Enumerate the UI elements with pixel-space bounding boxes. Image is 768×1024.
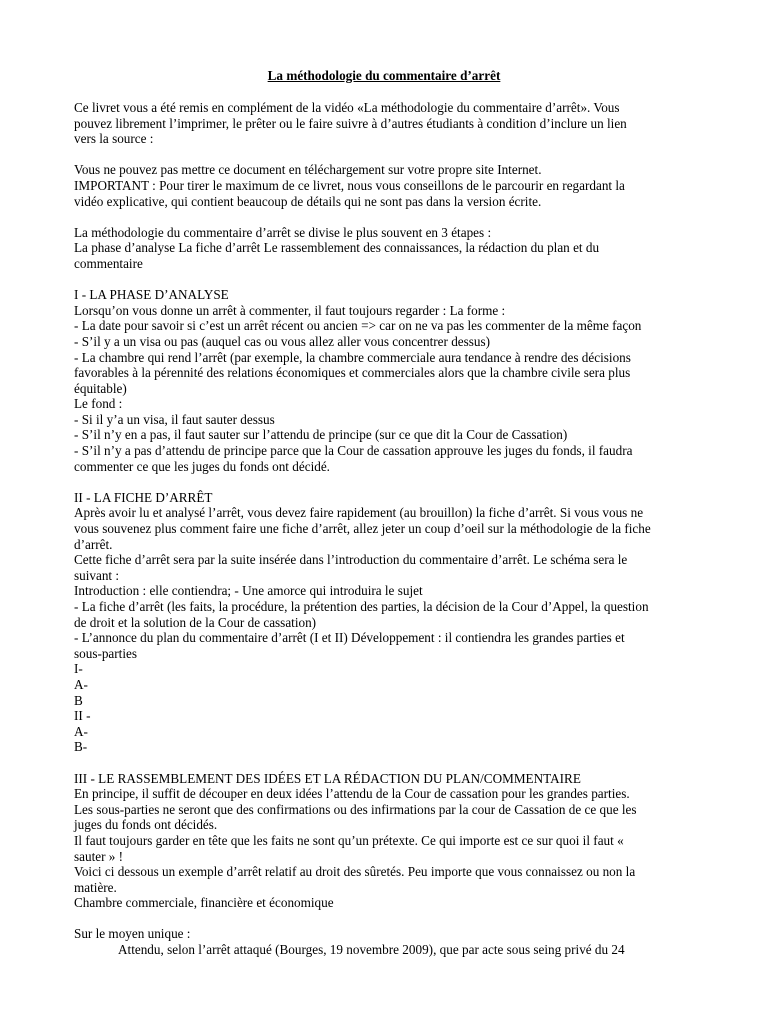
moyen-label: Sur le moyen unique : xyxy=(74,926,191,942)
text-line: - L’annonce du plan du commentaire d’arrêt (I et II) Développement : il contiendra les grandes parties et xyxy=(74,630,625,646)
section-rassemblement xyxy=(74,771,698,911)
text-line: Voici ci dessous un exemple d’arrêt relatif au droit des sûretés. Peu importe que vous connaissez ou non la xyxy=(74,864,636,880)
section-heading: III - LE RASSEMBLEMENT DES IDÉES ET LA RÉDACTION DU PLAN/COMMENTAIRE xyxy=(74,770,581,786)
text-line: Les sous-parties ne seront que des confirmations ou des infirmations par la cour de Cassation de ce que les xyxy=(74,801,637,817)
text-line: Cette fiche d’arrêt sera par la suite insérée dans l’introduction du commentaire d’arrêt. Le schéma sera le xyxy=(74,552,628,568)
attendu-line: Attendu, selon l’arrêt attaqué (Bourges, 19 novembre 2009), que par acte sous seing privé du 24 xyxy=(118,942,625,958)
text-line: Introduction : elle contiendra; - Une amorce qui introduira le sujet xyxy=(74,583,423,599)
intro-paragraph-1 xyxy=(74,100,698,147)
page-title: La méthodologie du commentaire d’arrêt xyxy=(267,68,501,83)
text-line: sauter » ! xyxy=(74,848,124,864)
text-line: - La chambre qui rend l’arrêt (par exemple, la chambre commerciale aura tendance à rendre des décisions xyxy=(74,349,631,365)
text-line: Lorsqu’on vous donne un arrêt à commenter, il faut toujours regarder : La forme : xyxy=(74,302,506,318)
outline-item: I- xyxy=(74,661,83,677)
text-line: La méthodologie du commentaire d’arrêt se divise le plus souvent en 3 étapes : xyxy=(74,224,492,240)
text-line: commentaire xyxy=(74,255,143,271)
document-body xyxy=(74,100,698,958)
text-line: - La date pour savoir si c’est un arrêt récent ou ancien => car on ne va pas les commenter de la même façon xyxy=(74,318,642,334)
text-line: IMPORTANT : Pour tirer le maximum de ce livret, nous vous conseillons de le parcourir en regardant la xyxy=(74,177,625,193)
text-line: juges du fonds ont décidés. xyxy=(74,817,218,833)
text-line: Le fond : xyxy=(74,396,123,412)
section-heading: II - LA FICHE D’ARRÊT xyxy=(74,489,213,505)
text-line: d’arrêt. xyxy=(74,536,113,552)
outline-item: A- xyxy=(74,723,88,739)
outline-item: B xyxy=(74,692,83,708)
text-line: sous-parties xyxy=(74,645,137,661)
text-line: Vous ne pouvez pas mettre ce document en téléchargement sur votre propre site Internet. xyxy=(74,162,542,178)
text-line: - S’il n’y en a pas, il faut sauter sur l’attendu de principe (sur ce que dit la Cour de Cassation) xyxy=(74,427,568,443)
text-line: vers la source : xyxy=(74,131,154,147)
intro-paragraph-3 xyxy=(74,225,698,272)
text-line: pouvez librement l’imprimer, le prêter ou le faire suivre à d’autres étudiants à condition d’inclure un lien xyxy=(74,115,627,131)
outline-item: B- xyxy=(74,739,88,755)
text-line: vidéo explicative, qui contient beaucoup de détails qui ne sont pas dans la version écrite. xyxy=(74,193,542,209)
text-line: matière. xyxy=(74,879,117,895)
text-line: favorables à la pérennité des relations économiques et commerciales alors que la chambre civile sera plus xyxy=(74,365,631,381)
text-line: Il faut toujours garder en tête que les faits ne sont qu’un prétexte. Ce qui importe est ce sur quoi il faut « xyxy=(74,832,624,848)
intro-paragraph-2 xyxy=(74,162,698,209)
section-heading: I - LA PHASE D’ANALYSE xyxy=(74,287,229,303)
text-line: commenter ce que les juges du fonds ont décidé. xyxy=(74,458,330,474)
outline-item: A- xyxy=(74,676,88,692)
section-fiche xyxy=(74,490,698,755)
section-analyse xyxy=(74,287,698,474)
text-line: - S’il n’y a pas d’attendu de principe parce que la Cour de cassation approuve les juges du fonds, il faudra xyxy=(74,443,633,459)
text-line: de droit et la solution de la Cour de cassation) xyxy=(74,614,317,630)
text-line: En principe, il suffit de découper en deux idées l’attendu de la Cour de cassation pour les grandes parties. xyxy=(74,786,630,802)
outline-item: II - xyxy=(74,708,91,724)
text-line: - S’il y a un visa ou pas (auquel cas ou vous allez aller vous concentrer dessus) xyxy=(74,333,491,349)
text-line: vous souvenez plus comment faire une fiche d’arrêt, allez jeter un coup d’oeil sur la méthodologie de la fiche xyxy=(74,521,651,537)
text-line: - La fiche d’arrêt (les faits, la procédure, la prétention des parties, la décision de la Cour d’Appel, la question xyxy=(74,599,649,614)
text-line: Après avoir lu et analysé l’arrêt, vous devez faire rapidement (au brouillon) la fiche d’arrêt. Si vous vous ne xyxy=(74,505,644,521)
moyen-block xyxy=(74,926,698,957)
text-line: - Si il y’a un visa, il faut sauter dessus xyxy=(74,411,275,427)
text-line: La phase d’analyse La fiche d’arrêt Le rassemblement des connaissances, la rédaction du plan et du xyxy=(74,240,600,256)
text-line: suivant : xyxy=(74,567,120,583)
text-line: équitable) xyxy=(74,380,127,396)
text-line: Chambre commerciale, financière et économique xyxy=(74,895,334,911)
text-line: Ce livret vous a été remis en complément de la vidéo «La méthodologie du commentaire d’arrêt». Vous xyxy=(74,100,620,115)
